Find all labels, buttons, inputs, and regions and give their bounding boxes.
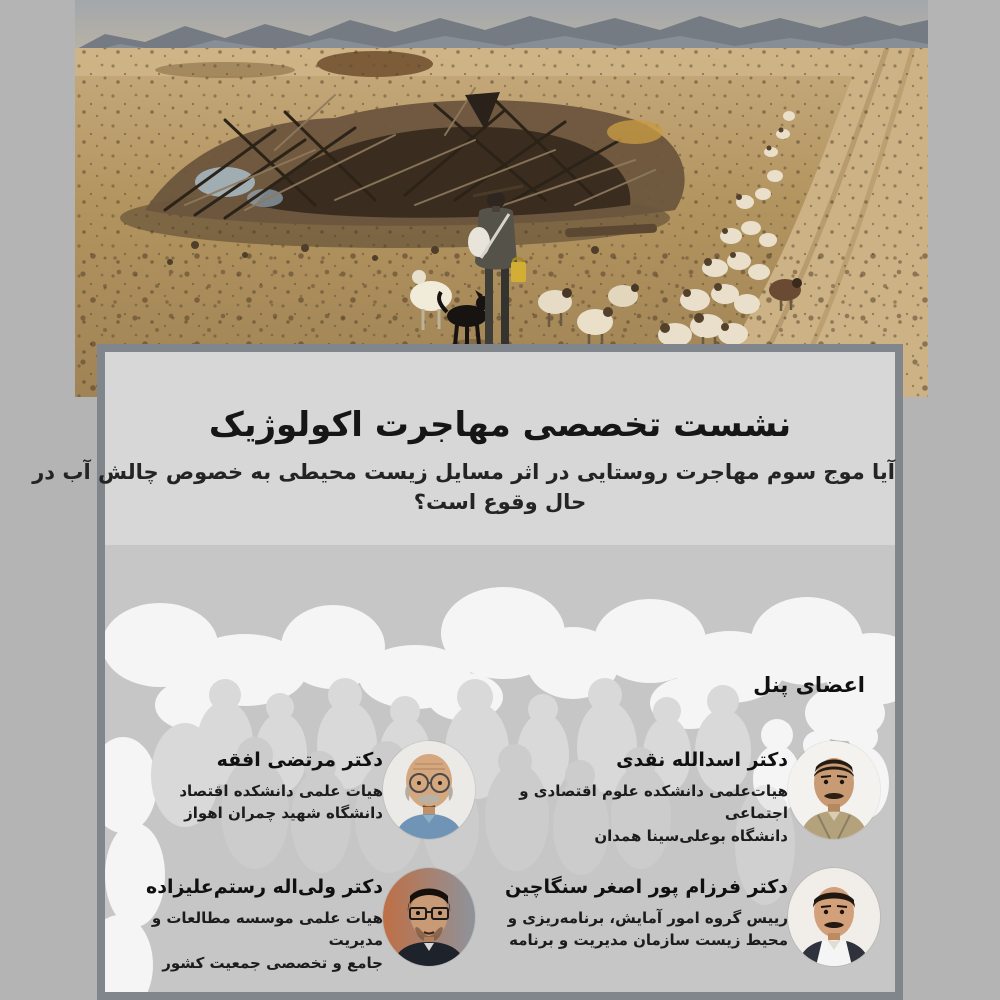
panel-member-card bbox=[488, 868, 880, 966]
desert-shepherd-scene bbox=[75, 0, 928, 397]
avatar-morteza-afghah bbox=[383, 741, 475, 839]
event-subtitle bbox=[32, 457, 895, 518]
event-card bbox=[32, 344, 903, 1000]
member-org-line-1: هیات علمی موسسه مطالعات و مدیریت bbox=[151, 908, 383, 950]
member-text bbox=[488, 868, 788, 952]
member-name: دکتر مرتضی افقه bbox=[216, 749, 383, 771]
member-org-line-2: دانشگاه شهید چمران اهواز bbox=[184, 804, 383, 823]
panel-member-card bbox=[117, 868, 475, 974]
title-section bbox=[32, 352, 895, 545]
panel-heading: اعضای پنل bbox=[753, 673, 865, 697]
member-name: دکتر اسدالله نقدی bbox=[616, 749, 788, 771]
panel-member-card bbox=[502, 741, 880, 847]
panel-section bbox=[105, 545, 895, 992]
hero-photo bbox=[75, 0, 928, 397]
panel-member-card bbox=[123, 741, 475, 839]
member-org-line-2: محیط زیست سازمان مدیریت و برنامه bbox=[509, 931, 788, 950]
avatar-valiollah-rostamalizadeh bbox=[383, 868, 475, 966]
member-text bbox=[117, 868, 383, 974]
event-title: نشست تخصصی مهاجرت اکولوژیک bbox=[208, 405, 792, 445]
member-name: دکتر ولی‌اله رستم‌علیزاده bbox=[145, 876, 383, 898]
avatar-asadollah-naghdi bbox=[788, 741, 880, 839]
member-org-line-2: جامع و تخصصی جمعیت کشور bbox=[162, 953, 383, 972]
member-org-line-1: هیات‌علمی دانشکده علوم اقتصادی و اجتماعی bbox=[519, 781, 788, 823]
member-name: دکتر فرزام پور اصغر سنگاچین bbox=[504, 876, 788, 898]
subtitle-line-2: حال وقوع است؟ bbox=[413, 489, 587, 514]
member-org-line-1: هیات علمی دانشکده اقتصاد bbox=[179, 781, 383, 800]
subtitle-line-1: آیا موج سوم مهاجرت روستایی در اثر مسایل زیست محیطی به خصوص چالش آب در bbox=[32, 459, 895, 484]
member-org-line-2: دانشگاه بوعلی‌سینا همدان bbox=[594, 826, 788, 845]
member-text bbox=[123, 741, 383, 825]
avatar-farzam-pourasghar bbox=[788, 868, 880, 966]
member-org-line-1: رییس گروه امور آمایش، برنامه‌ریزی و bbox=[507, 908, 788, 927]
member-text bbox=[502, 741, 788, 847]
